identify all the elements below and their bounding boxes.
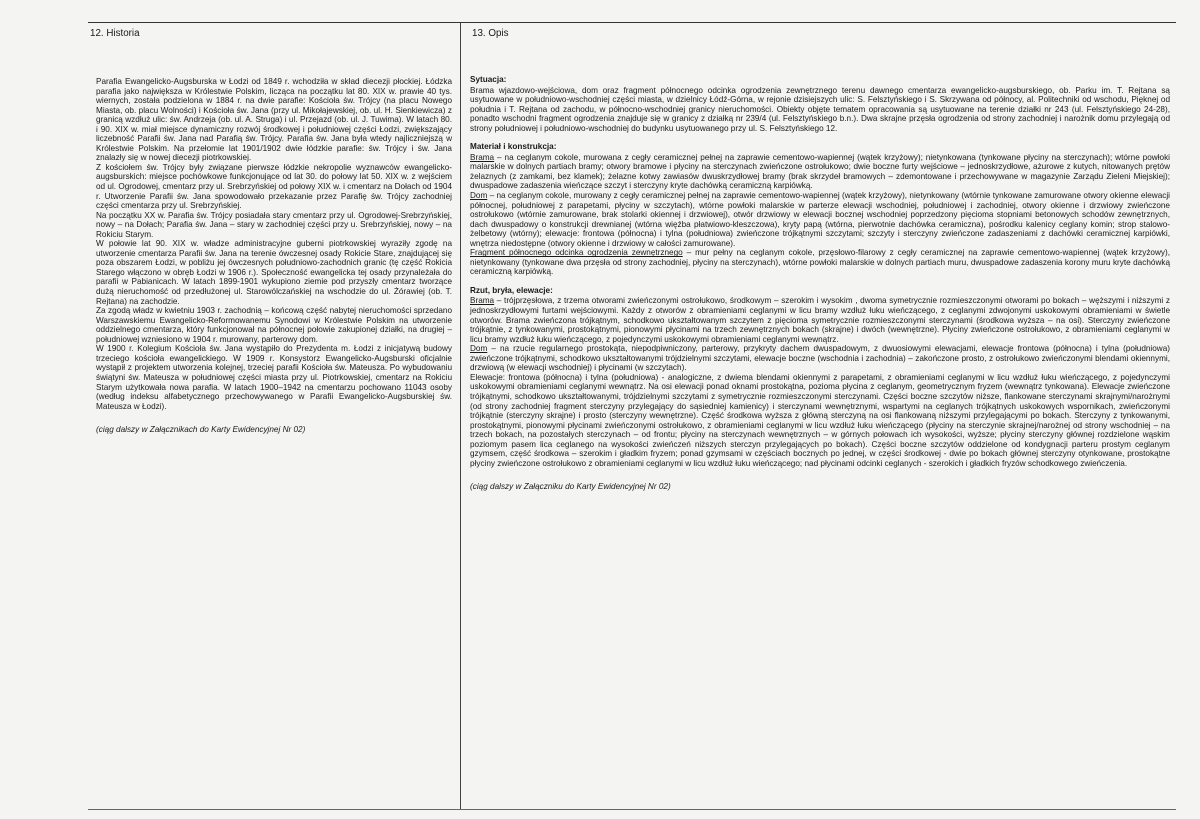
item-text: – trójprzęsłowa, z trzema otworami zwieńczonymi ostrołukowo, środkowym – szerokim i wysokim , dwoma symetrycznie rozmieszczonymi otworami po bokach – węższymi i niższymi z jednoskrzydłowymi furtami wejściowymi. Każdy z otworów z obramieniami ceglanymi w licu bramy wzdłuż łuku wieńczącego, z ceglanymi zdwojonymi uskokowymi obramieniami w świetle otworów. Brama zwieńczona trójkątnym, schodkowo ukształtowanym szczytem z pięcioma symetrycznie rozmieszczonymi sterczynami (środkowa wyższa – na osi). Sterczyny zwieńczone trójkątnie, z tynkowanymi, prostokątnymi, pionowymi płycinami na trzech zewnętrznych bokach (skrajne) i dwóch (wewnętrzne). Płyciny zwieńczone ostrołukowo, z obramieniami ceglanymi w licu bramy wzdłuż łuku wieńczącego, z pojedynczymi uskokowymi obramieniami ceglanymi wewnątrz. bbox=[470, 296, 1170, 344]
column-divider bbox=[460, 23, 461, 809]
history-paragraph: Za zgodą władz w kwietniu 1903 r. zachodnią – końcową część nabytej nieruchomości sprzedano Warszawskiemu Ewangelicko-Reformowanemu Synodowi w Królestwie Polskim na utworzenie oddzielnego cmentarza, który funkcjonował na północnej połowie zakupionej działki, na drugiej – południowej wzniesiono w 1904 r. murowany, parterowy dom. bbox=[96, 306, 452, 344]
item-label: Dom bbox=[470, 344, 488, 354]
item-label: Brama bbox=[470, 152, 495, 162]
history-paragraph: W połowie lat 90. XIX w. władze administracyjne guberni piotrkowskiej wyraziły zgodę na utworzenie cmentarza Parafii św. Jana na terenie ówczesnej osady Rokicie Stare, znajdującej się poza obszarem Łodzi, w pobliżu jej ówczesnych południowo-zachodnich granic (tę część Rokicia Starego włączono w obręb Łodzi w 1906 r.). Społeczność ewangelicka tej osady przynależała do parafii w Pabianicach. W latach 1899-1901 wykupiono ziemie pod przyszły cmentarz tworzące dużą nieruchomość od przedłużonej ul. Starowólczańskiej na wschodzie do ul. Żórawiej (ob. T. Rejtana) na zachodzie. bbox=[96, 239, 452, 306]
rzut-item-dom bbox=[470, 344, 1170, 373]
document-sheet bbox=[88, 22, 1176, 810]
history-body bbox=[88, 77, 452, 435]
rzut-elewacje-paragraph: Elewacje: frontowa (północna) i tylna (południowa) - analogiczne, z dwiema blendami okiennymi z parapetami, z obramieniami ceglanymi w licu wzdłuż łuku wieńczącego, z pojedynczymi uskokowymi obramieniami ceglanymi wewnątrz. Na osi elewacji ponad oknami prostokątna, pozioma płycina z ceglanym, geometrycznym fryzem (wewnątrz tynkowana). Elewacje zwieńczone trójkątnymi, schodkowo ukształtowanymi, trójdzielnymi szczytami z symetrycznie rozmieszczonymi sterczynami. Części boczne szczytów niższe, flankowane sterczynami skrajnymi/narożnymi (od strony zachodniej fragment sterczyny przylegający do sąsiedniej kamienicy) i sterczynami wewnętrznymi, wspartymi na ceglanych trójkątnych uskokowych wspornikach, zwieńczonymi trójkątnie (sterczyny skrajne) i prosto (sterczyny wewnętrzne). Część środkowa wyższa z główną sterczyną na osi flankowaną niższymi przylegającymi po bokach. Sterczyny z tynkowanymi, prostokątnymi, pionowymi płycinami zwieńczonymi ostrołukowo, z obramieniami ceglanymi w licu wzdłuż łuku wieńczącego (płyciny na sterczynie skrajnej/narożnej od strony wschodniej – na trzech bokach, na pozostałych sterczynach – od frontu; płyciny na sterczynach wewnętrznych – w górnych połowach ich wysokości, wyższe; płyciny sterczyny głównej rozdzielone wąskim poziomym pasem lica ceglanego na wysokości zwieńczeń niższych sterczyn przylegających po bokach). Części boczne szczytów oddzielone od kondygnacji parteru prostym ceglanym gzymsem, część środkowa – szerokim i gładkim fryzem; ponad gzymsami w częściach bocznych po jednej, w części środkowej - dwie po bokach głównej sterczyny otynkowane, prostokątne płyciny zwieńczone ostrołukowo z obramieniami ceglanymi w licu wzdłuż łuku wieńczącego; nad płycinami odcinki ceglanych - szerokich i gładkich fryzów schodkowego zwieńczenia. bbox=[470, 372, 1170, 468]
item-label: Fragment północnego odcinka ogrodzenia zewnętrznego bbox=[470, 248, 683, 258]
history-paragraph: Na początku XX w. Parafia św. Trójcy posiadała stary cmentarz przy ul. Ogrodowej-Srebrzyńskiej, nowy – na Dołach; Parafia św. Jana – stary w zachodniej części przy u. Srebrzyńskiej, nowy – na Rokiciu Starym. bbox=[96, 210, 452, 239]
description-header: 13. Opis bbox=[472, 28, 509, 39]
description-continuation-note: (ciąg dalszy w Załączniku do Karty Ewidencyjnej Nr 02) bbox=[470, 482, 671, 492]
history-paragraph: Parafia Ewangelicko-Augsburska w Łodzi od 1849 r. wchodziła w skład diecezji płockiej. Łódzka parafia jako największa w Królestwie Polskim, licząca na początku lat 80. XIX w. prawie 40 tys. wiernych, została podzielona w 1884 r. na dwie parafie: Kościoła św. Trójcy (na placu Nowego Miasta, ob. placu Wolności) i Kościoła św. Jana (przy ul. Mikołajewskiej, ob. ul. H. Sienkiewicza) z granicą wzdłuż ulic: św. Andrzeja (ob. ul. A. Struga) i ul. Przejazd (ob. ul. J. Tuwima). W latach 80. i 90. XIX w. miał miejsce dynamiczny rozwój środkowej i południowej części Łodzi, zwiększający liczebność Parafii św. Jana nad Parafią św. Trójcy. Parafia św. Jana była wtedy najliczniejszą w Królestwie Polskim. Na przełomie lat 1901/1902 dwie łódzkie parafie: św. Trójcy i św. Jana znalazły się w nowej diecezji piotrkowskiej. bbox=[96, 77, 452, 163]
description-body bbox=[470, 75, 1170, 492]
rzut-item-brama bbox=[470, 296, 1170, 344]
history-header: 12. Historia bbox=[90, 28, 140, 39]
item-text: – na ceglanym cokole, murowana z cegły ceramicznej pełnej na zaprawie cementowo-wapiennej (wątek krzyżowy); nietynkowana (tynkowane płyciny na sterczynach); wtórne powłoki malarskie w dolnych partiach bramy; otwory bramowe i płyciny na sterczynach zwieńczone ostrołukowo; dwie boczne furty wejściowe – jednoskrzydłowe, ażurowe z kutych, nitowanych prętów żelaznych (z zamkami, bez klamek); żelazne kotwy zawiasów dwuskrzydłowej bramy (brak skrzydeł bramowych – zdemontowane i przechowywane w magazynie Zarządu Zieleni Miejskiej); dwuspadowe zadaszenia wieńczące szczyt i sterczyny kryte dachówką ceramiczną karpiówką. bbox=[470, 152, 1170, 191]
description-column bbox=[470, 23, 1170, 492]
material-item-ogrodzenie bbox=[470, 248, 1170, 277]
section-heading-material: Materiał i konstrukcja: bbox=[470, 142, 557, 152]
item-text: – na rzucie regularnego prostokąta, niepodpiwniczony, parterowy, przykryty dachem dwuspadowym, z dwuosiowymi elewacjami, elewacje frontowa (północna) i tylna (południowa) zwieńczone trójkątnymi, schodkowo ukształtowanymi trójdzielnymi szczytami, elewacje boczne (wschodnia i zachodnia) – zakończone prosto, z ostrołukowo zwieńczonymi blendami okiennymi, drzwiową (w elewacji wschodniej) i płycinami (w szczytach). bbox=[470, 344, 1170, 373]
item-text: – mur pełny na ceglanym cokole, przęsłowo-filarowy z cegły ceramicznej na zaprawie cementowo-wapiennej (wątek krzyżowy), nietynkowany (tynkowane dwa przęsła od strony zachodniej, płyciny na sterczynach), wtórne powłoki malarskie w dolnych partiach muru, dwuspadowe zadaszenia korony muru kryte dachówką ceramiczną karpiówką. bbox=[470, 248, 1170, 277]
history-column bbox=[88, 23, 452, 435]
section-heading-sytuacja: Sytuacja: bbox=[470, 75, 507, 84]
item-label: Brama bbox=[470, 296, 495, 306]
history-continuation-note: (ciąg dalszy w Załącznikach do Karty Ewidencyjnej Nr 02) bbox=[96, 425, 306, 435]
material-item-brama bbox=[470, 153, 1170, 191]
material-item-dom bbox=[470, 191, 1170, 248]
history-paragraph: W 1900 r. Kolegium Kościoła św. Jana wystąpiło do Prezydenta m. Łodzi z inicjatywą budowy trzeciego kościoła ewangelickiego. W 1909 r. Konsystorz Ewangelicko-Augsburski oficjalnie wystąpił z projektem utworzenia kolejnej, trzeciej parafii Kościoła św. Mateusza. Po wybudowaniu świątyni św. Mateusza w południowej części miasta przy ul. Piotrkowskiej, cmentarz na Rokiciu Starym użytkowała nowa parafia. W latach 1900–1942 na cmentarzu pochowano 11043 osoby (według indeksu alfabetycznego przechowywanego w Parafii Ewangelicko-Augsburskiej św. Mateusza w Łodzi). bbox=[96, 344, 452, 411]
section-heading-rzut: Rzut, bryła, elewacje: bbox=[470, 285, 553, 295]
item-label: Dom bbox=[470, 191, 488, 201]
history-paragraph: Z kościołem św. Trójcy były związane pierwsze łódzkie nekropolie wyznawców ewangelicko-augsburskich: miejsce pochówkowe funkcjonujące od lat 30. do połowy lat 50. XIX w. z wejściem od ul. Ogrodowej, cmentarz przy ul. Srebrzyńskiej od połowy XIX w. i cmentarz na Dołach od 1904 r. Utworzenie Parafii św. Jana spowodowało przekazanie przez Parafię św. Trójcy zachodniej części cmentarza przy ul. Srebrzyńskiej. bbox=[96, 162, 452, 211]
sytuacja-text: Brama wjazdowo-wejściowa, dom oraz fragment północnego odcinka ogrodzenia zewnętrznego terenu dawnego cmentarza ewangelicko-augsburskiego, ob. Parku im. T. Rejtana są usytuowane w południowo-wschodniej części miasta, w dzielnicy Łódź-Górna, w rejonie dzisiejszych ulic: S. Felsztyńskiego i S. Skrzywana od północy, al. Politechniki od wschodu, Pięknej od południa i T. Rejtana od zachodu, w północno-wschodniej granicy nieruchomości. Obiekty objęte tematem opracowania są usytuowane na terenie działki nr 243 (ul. Felsztyńskiego 24-28), ponadto wschodni fragment ogrodzenia znajduje się w granicy z działką nr 239/4 (ul. Felsztyńskiego b.n.). Dwa skrajne przęsła ogrodzenia od strony zachodniej i narożnik domu przylegają od strony południowej i południowo-wschodniej do budynku usytuowanego przy ul. S. Felsztyńskiego 12. bbox=[470, 85, 1170, 133]
item-text: – na ceglanym cokole, murowany z cegły ceramicznej pełnej na zaprawie cementowo-wapiennej (wątek krzyżowy), nietynkowany (wtórnie tynkowane zamurowane otwory okienne elewacji północnej, południowej z parapetami, płyciny w szczytach), wtórne powłoki malarskie w parterze elewacji wschodniej, południowej i zachodniej, otwory okienne i drzwiowy zwieńczone ostrołukowo (wtórnie zamurowane, brak stolarki okiennej i drzwiowej), otwór drzwiowy w elewacji bocznej wschodniej poprzedzony pięcioma stopniami betonowych schodów zewnętrznych, dach dwuspadowy o konstrukcji drewnianej (wtórna więźba płatwiowo-kleszczowa), kryty papą (wtórna, pierwotnie dachówka ceramiczna), pośrodku kalenicy ceglany komin; strop stalowo-żelbetowy (wtórny); elewacje: frontowa (północna) i tylna (południowa) zwieńczone trójkątnymi szczytami; szczyty i sterczyny zwieńczone zadaszeniami z dachówki ceramicznej karpiówki, wnętrza niedostępne (otwory okienne i drzwiowy w całości zamurowane). bbox=[470, 191, 1170, 248]
